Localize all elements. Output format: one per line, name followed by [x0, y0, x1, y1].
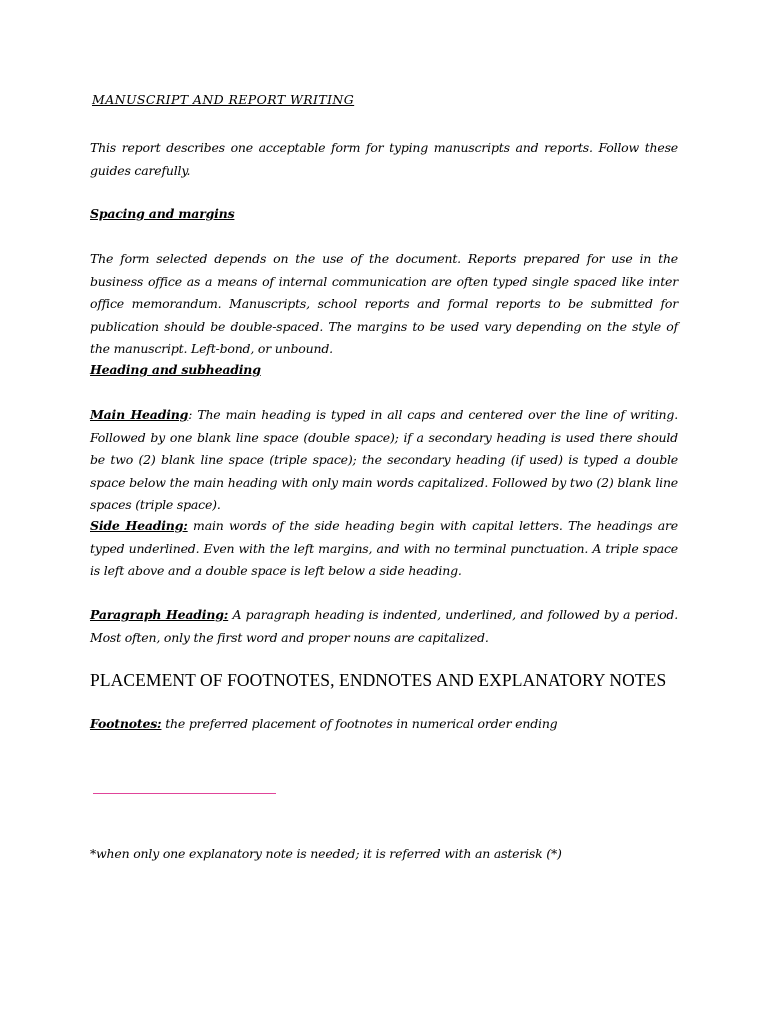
heading-subheading-heading: Heading and subheading [90, 362, 261, 377]
footnote-separator-rule [93, 793, 276, 794]
side-heading-paragraph [90, 515, 678, 583]
footnotes-label: Footnotes: [90, 716, 162, 731]
footnotes-paragraph [90, 713, 678, 736]
paragraph-heading-label: Paragraph Heading: [90, 607, 229, 622]
main-heading-paragraph [90, 404, 678, 517]
spacing-margins-paragraph: The form selected depends on the use of the document. Reports prepared for use in the business office as a means of internal communication are often typed single spaced like inter office memorandum. Manuscripts, school reports and formal reports to be submitted for publication should be double-spaced. The margins to be used vary depending on the style of the manuscript. Left-bond, or unbound. [90, 251, 678, 356]
side-heading-label: Side Heading: [90, 518, 188, 533]
asterisk-footnote: *when only one explanatory note is needed; it is referred with an asterisk (*) [90, 846, 562, 861]
intro-paragraph: This report describes one acceptable form for typing manuscripts and reports. Follow these guides carefully. [90, 140, 678, 178]
paragraph-heading-paragraph [90, 604, 678, 649]
footnotes-text: the preferred placement of footnotes in numerical order ending [161, 716, 558, 731]
side-heading-text: main words of the side heading begin with capital letters. The headings are typed underlined. Even with the left margins, and with no terminal punctuation. A triple space is left above and a double space is left below a side heading. [90, 518, 679, 578]
main-heading-label: Main Heading [90, 407, 189, 422]
placement-section-title: PLACEMENT OF FOOTNOTES, ENDNOTES AND EXPLANATORY NOTES [90, 670, 667, 690]
document-title: MANUSCRIPT AND REPORT WRITING [92, 92, 355, 107]
spacing-margins-heading: Spacing and margins [90, 206, 235, 221]
main-heading-text: : The main heading is typed in all caps and centered over the line of writing. Followed by one blank line space (double space); if a secondary heading is used there should be two (2) blank line space (triple space); the secondary heading (if used) is typed a double space below the main heading with only main words capitalized. Followed by two (2) blank line spaces (triple space). [90, 407, 678, 512]
paragraph-heading-text: A paragraph heading is indented, underlined, and followed by a period. Most often, only the first word and proper nouns are capitalized. [90, 607, 678, 645]
